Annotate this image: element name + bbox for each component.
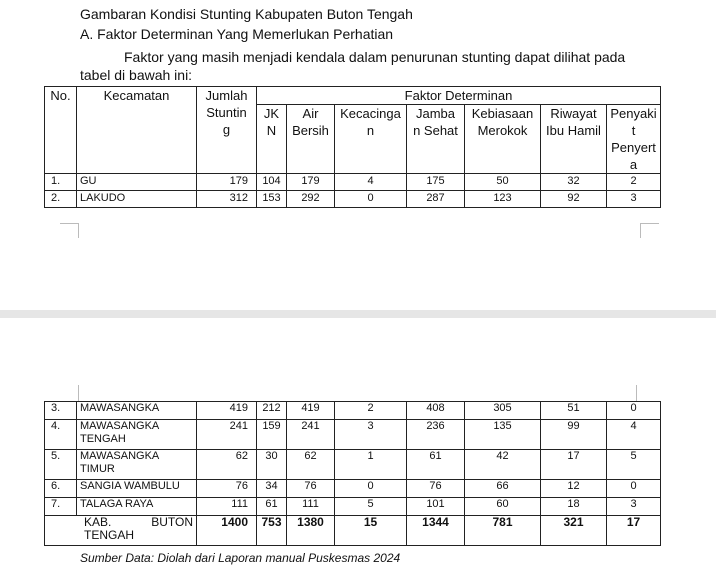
- cell-kecacingan: 0: [335, 191, 407, 208]
- cell-jkn: 753: [257, 516, 287, 546]
- cell-penyakit: 5: [607, 450, 661, 480]
- header-jkn: JK N: [257, 105, 287, 174]
- cell-jamban: 101: [407, 498, 465, 516]
- cell-merokok: 60: [465, 498, 541, 516]
- cell-jamban: 76: [407, 480, 465, 498]
- source-note: Sumber Data: Diolah dari Laporan manual Puskesmas 2024: [80, 551, 401, 565]
- cell-no: 3.: [45, 402, 77, 420]
- cell-kecacingan: 3: [335, 420, 407, 450]
- total-label-line2: TENGAH: [84, 528, 135, 542]
- table-row: [45, 402, 661, 420]
- page-corner-mark: [78, 385, 79, 401]
- section-subheading: A. Faktor Determinan Yang Memerlukan Perhatian: [80, 26, 394, 42]
- cell-penyakit: 0: [607, 480, 661, 498]
- cell-air-bersih: 292: [287, 191, 335, 208]
- cell-no: [45, 516, 197, 546]
- cell-kecamatan: MAWASANGKA: [77, 402, 197, 420]
- table-row: [45, 420, 661, 450]
- cell-penyakit: 17: [607, 516, 661, 546]
- cell-air-bersih: 111: [287, 498, 335, 516]
- cell-jkn: 104: [257, 174, 287, 191]
- cell-jumlah: 419: [197, 402, 257, 420]
- cell-jumlah: 111: [197, 498, 257, 516]
- cell-riwayat: 17: [541, 450, 607, 480]
- table-total-row: [45, 516, 661, 546]
- cell-kecamatan: SANGIA WAMBULU: [77, 480, 197, 498]
- header-jumlah-stunting: Jumlah Stuntin g: [197, 87, 257, 174]
- cell-kecacingan: 5: [335, 498, 407, 516]
- cell-jamban: 175: [407, 174, 465, 191]
- paragraph-line-1: Faktor yang masih menjadi kendala dalam penurunan stunting dapat dilihat pada: [124, 49, 626, 65]
- header-no: No.: [45, 87, 77, 174]
- cell-penyakit: 3: [607, 191, 661, 208]
- cell-kecamatan: LAKUDO: [77, 191, 197, 208]
- header-kecamatan: Kecamatan: [77, 87, 197, 174]
- cell-penyakit: 2: [607, 174, 661, 191]
- cell-no: 4.: [45, 420, 77, 450]
- cell-kecacingan: 15: [335, 516, 407, 546]
- cell-jkn: 153: [257, 191, 287, 208]
- page-heading: Gambaran Kondisi Stunting Kabupaten Buton Tengah: [80, 6, 413, 22]
- page-corner-mark: [636, 385, 637, 401]
- cell-riwayat: 12: [541, 480, 607, 498]
- cell-merokok: 66: [465, 480, 541, 498]
- cell-no: 1.: [45, 174, 77, 191]
- page-corner-mark: [640, 223, 659, 238]
- cell-no: 6.: [45, 480, 77, 498]
- cell-riwayat: 32: [541, 174, 607, 191]
- cell-kecamatan: MAWASANGKA TIMUR: [77, 450, 197, 480]
- header-kecacingan: Kecacinga n: [335, 105, 407, 174]
- cell-merokok: 50: [465, 174, 541, 191]
- cell-jkn: 212: [257, 402, 287, 420]
- cell-riwayat: 321: [541, 516, 607, 546]
- cell-merokok: 135: [465, 420, 541, 450]
- cell-air-bersih: 62: [287, 450, 335, 480]
- table-row: [45, 191, 661, 208]
- paragraph-line-2: tabel di bawah ini:: [80, 67, 193, 83]
- cell-no: 5.: [45, 450, 77, 480]
- cell-merokok: 305: [465, 402, 541, 420]
- cell-jkn: 159: [257, 420, 287, 450]
- cell-air-bersih: 241: [287, 420, 335, 450]
- header-air-bersih: Air Bersih: [287, 105, 335, 174]
- header-faktor-determinan: Faktor Determinan: [257, 87, 661, 105]
- header-penyakit-penyerta: Penyaki t Penyert a: [607, 105, 661, 174]
- header-kebiasaan-merokok: Kebiasaan Merokok: [465, 105, 541, 174]
- cell-jkn: 34: [257, 480, 287, 498]
- table-row: [45, 498, 661, 516]
- cell-jumlah: 1400: [197, 516, 257, 546]
- cell-kecamatan: GU: [77, 174, 197, 191]
- cell-kecacingan: 1: [335, 450, 407, 480]
- header-riwayat-ibu-hamil: Riwayat Ibu Hamil: [541, 105, 607, 174]
- cell-riwayat: 18: [541, 498, 607, 516]
- stunting-table-top: [44, 86, 661, 208]
- cell-jkn: 61: [257, 498, 287, 516]
- table-row: [45, 480, 661, 498]
- cell-jamban: 1344: [407, 516, 465, 546]
- cell-jamban: 236: [407, 420, 465, 450]
- cell-merokok: 42: [465, 450, 541, 480]
- cell-jumlah: 179: [197, 174, 257, 191]
- cell-no: 7.: [45, 498, 77, 516]
- page-corner-mark: [60, 223, 79, 238]
- cell-kecacingan: 2: [335, 402, 407, 420]
- cell-jkn: 30: [257, 450, 287, 480]
- cell-jumlah: 312: [197, 191, 257, 208]
- cell-jamban: 61: [407, 450, 465, 480]
- cell-jumlah: 62: [197, 450, 257, 480]
- cell-merokok: 123: [465, 191, 541, 208]
- header-jamban-sehat: Jamba n Sehat: [407, 105, 465, 174]
- cell-kecacingan: 0: [335, 480, 407, 498]
- cell-penyakit: 4: [607, 420, 661, 450]
- cell-jamban: 287: [407, 191, 465, 208]
- table-row: [45, 174, 661, 191]
- cell-riwayat: 51: [541, 402, 607, 420]
- cell-jumlah: 241: [197, 420, 257, 450]
- cell-no: 2.: [45, 191, 77, 208]
- cell-jamban: 408: [407, 402, 465, 420]
- table-row: [45, 450, 661, 480]
- cell-penyakit: 3: [607, 498, 661, 516]
- cell-penyakit: 0: [607, 402, 661, 420]
- cell-air-bersih: 76: [287, 480, 335, 498]
- page-break: [0, 310, 716, 318]
- cell-air-bersih: 419: [287, 402, 335, 420]
- cell-air-bersih: 1380: [287, 516, 335, 546]
- cell-kecamatan: MAWASANGKA TENGAH: [77, 420, 197, 450]
- cell-merokok: 781: [465, 516, 541, 546]
- stunting-table-bottom: [44, 401, 661, 546]
- cell-air-bersih: 179: [287, 174, 335, 191]
- cell-kecacingan: 4: [335, 174, 407, 191]
- cell-riwayat: 92: [541, 191, 607, 208]
- total-label: KAB. BUTON: [84, 515, 193, 529]
- cell-kecamatan: TALAGA RAYA: [77, 498, 197, 516]
- cell-jumlah: 76: [197, 480, 257, 498]
- cell-riwayat: 99: [541, 420, 607, 450]
